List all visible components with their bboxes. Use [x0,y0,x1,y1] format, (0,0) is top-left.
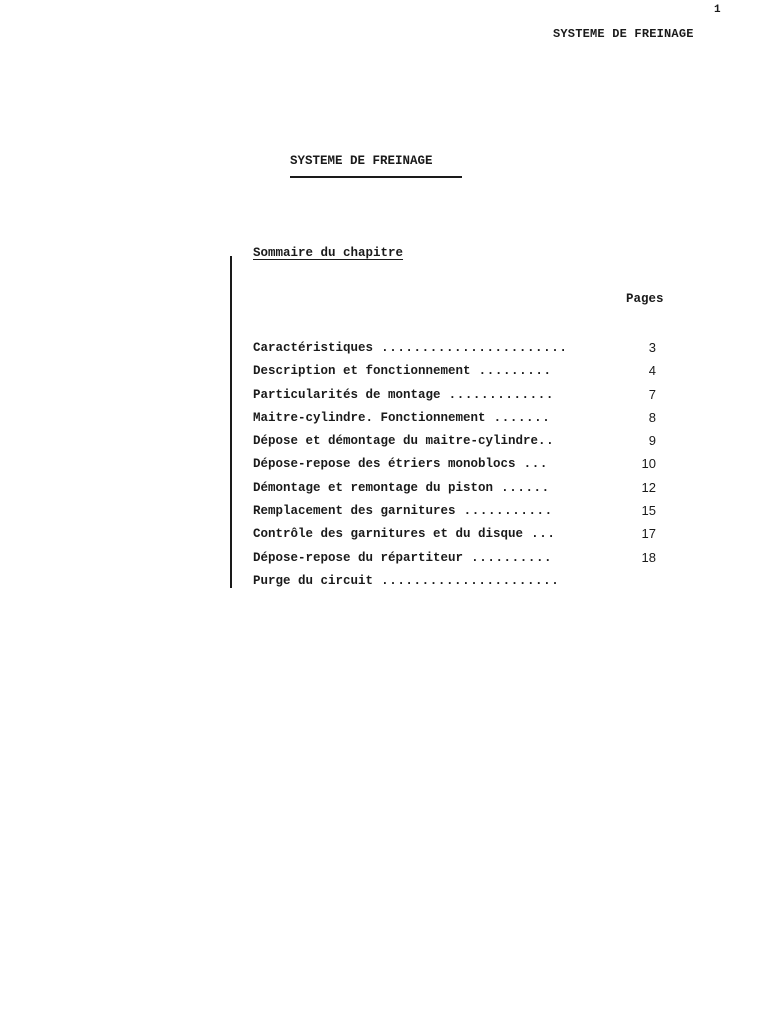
toc-entry [253,387,554,403]
toc-row [253,363,663,386]
toc-page-number: 12 [641,479,656,495]
toc-leader: ......... [470,364,552,379]
table-of-contents [253,340,663,596]
toc-row [253,573,663,596]
toc-page-number: 8 [648,409,656,425]
toc-page-number: 7 [648,386,656,402]
toc-entry [253,433,554,449]
toc-leader: ........... [455,504,553,519]
toc-row [253,340,663,363]
toc-row [253,503,663,526]
toc-row [253,550,663,573]
running-header: SYSTEME DE FREINAGE [553,27,694,41]
toc-entry [253,526,555,542]
toc-row [253,433,663,456]
toc-title: Démontage et remontage du piston [253,480,494,495]
toc-title: Maitre-cylindre. Fonctionnement [253,410,486,425]
toc-title: Dépose-repose du répartiteur [253,550,464,565]
toc-entry [253,573,559,589]
toc-entry [253,550,552,566]
toc-page-number: 3 [648,340,656,355]
toc-row [253,480,663,503]
toc-title: Purge du circuit [253,573,374,588]
toc-title: Description et fonctionnement [253,364,471,379]
toc-page-number: 17 [641,526,656,542]
toc-leader: ....... [485,410,551,425]
toc-title: Caractéristiques [253,341,374,355]
toc-leader: .......... [463,550,553,565]
toc-row [253,526,663,549]
toc-page-number: 10 [641,456,656,472]
toc-title: Dépose-repose des étriers monoblocs [253,457,516,472]
toc-page-number: 4 [648,363,656,379]
summary-heading: Sommaire du chapitre [253,246,404,260]
document-title: SYSTEME DE FREINAGE [290,154,433,168]
toc-entry [253,340,567,356]
toc-entry [253,480,550,496]
toc-title: Particularités de montage [253,387,441,402]
toc-title: Dépose et démontage du maitre-cylindre [253,434,539,449]
toc-entry [253,456,548,472]
toc-leader: ....................... [373,341,568,355]
toc-entry [253,503,553,519]
toc-leader: ...... [493,480,550,495]
toc-page-number: 18 [641,549,656,565]
toc-row [253,456,663,479]
toc-entry [253,363,552,379]
toc-leader: ... [523,527,556,542]
toc-leader: ... [515,457,548,472]
toc-leader: ...................... [373,573,560,588]
toc-row [253,387,663,410]
toc-page-number: 9 [648,433,656,449]
page-number: 1 [714,4,721,16]
margin-bar [230,256,232,588]
toc-leader: .. [538,434,555,449]
toc-leader: ............. [440,387,554,402]
toc-title: Remplacement des garnitures [253,504,456,519]
toc-entry [253,410,550,426]
toc-title: Contrôle des garnitures et du disque [253,527,524,542]
title-underline [290,176,462,178]
toc-page-number: 15 [641,503,656,519]
toc-row [253,410,663,433]
pages-column-label: Pages [626,292,664,306]
